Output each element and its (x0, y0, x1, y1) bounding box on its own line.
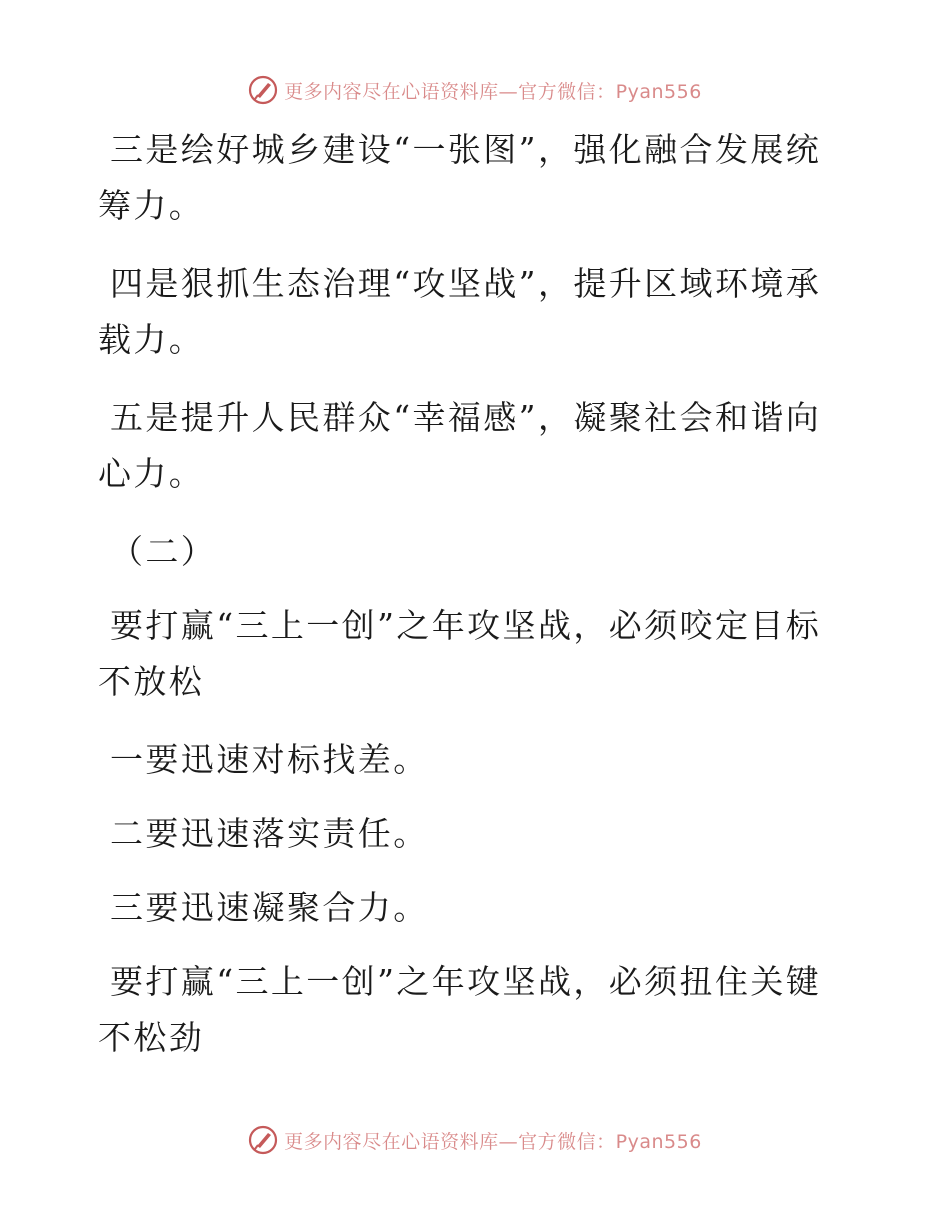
banner-text: 更多内容尽在心语资料库—官方微信：Pyan556 (284, 80, 702, 103)
paragraph: 五是提升人民群众“幸福感”，凝聚社会和谐向心力。 (98, 398, 822, 493)
quill-logo-icon (248, 75, 278, 105)
paragraph: 要打赢“三上一创”之年攻坚战，必须咬定目标不放松 (98, 606, 822, 701)
paragraph: 一要迅速对标找差。 (110, 740, 429, 779)
banner-text: 更多内容尽在心语资料库—官方微信：Pyan556 (284, 1130, 702, 1153)
section-heading: （二） (110, 532, 217, 571)
document-body (98, 122, 832, 1088)
paragraph: 四是狠抓生态治理“攻坚战”，提升区域环境承载力。 (98, 264, 822, 359)
paragraph: 三是绘好城乡建设“一张图”，强化融合发展统筹力。 (98, 130, 822, 225)
quill-logo-icon (248, 1125, 278, 1155)
header-banner (0, 70, 950, 110)
footer-banner (0, 1120, 950, 1160)
paragraph: 二要迅速落实责任。 (110, 814, 429, 853)
paragraph: 要打赢“三上一创”之年攻坚战，必须扭住关键不松劲 (98, 962, 822, 1057)
paragraph: 三要迅速凝聚合力。 (110, 888, 429, 927)
